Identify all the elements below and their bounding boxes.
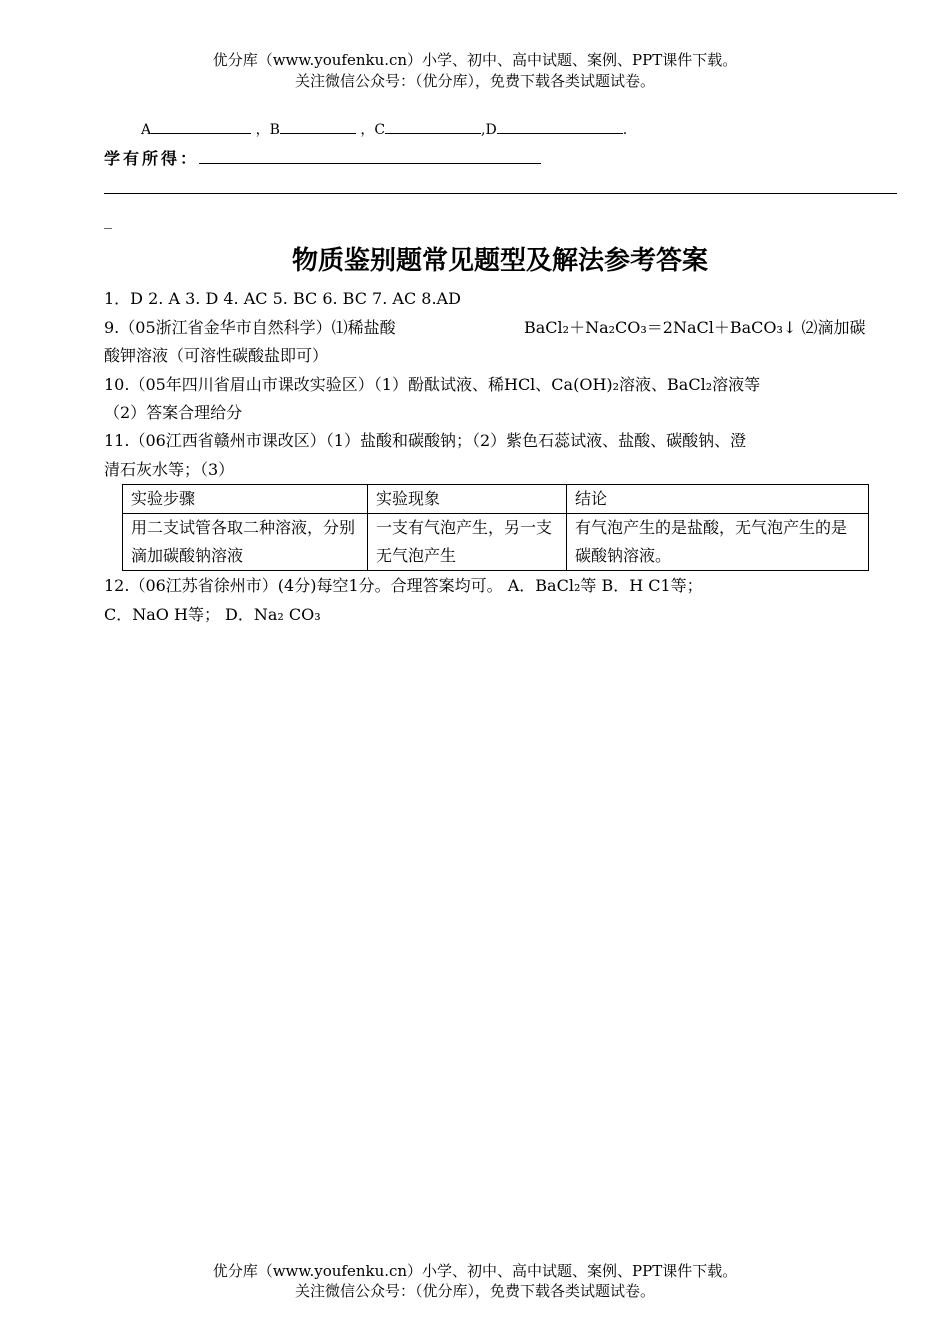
blank-line [141, 116, 898, 144]
dash: _ [104, 210, 112, 229]
gains-label: 学有所得： [104, 149, 200, 168]
blank-d-label: ,D [481, 122, 497, 138]
blank-b-label: ，B [255, 122, 280, 138]
blank-c-label: ，C [360, 122, 386, 138]
table-header: 实验现象 [368, 485, 567, 514]
table-cell: 有气泡产生的是盐酸，无气泡产生的是碳酸钠溶液。 [567, 514, 869, 571]
table-header: 实验步骤 [123, 485, 368, 514]
gains-line [104, 145, 898, 173]
blank-a-label: A [141, 122, 152, 138]
divider [104, 193, 897, 194]
blank-end: . [622, 122, 628, 138]
experiment-table [122, 484, 869, 571]
answer-12-line-1: 12.（06江苏省徐州市）(4分)每空1分。合理答案均可。 A．BaCl₂等 B．H C1等； [104, 576, 703, 595]
table-header: 结论 [567, 485, 869, 514]
answer-9-line-2: 酸钾溶液（可溶性碳酸盐即可） [104, 346, 329, 365]
page-title: 物质鉴别题常见题型及解法参考答案 [291, 246, 708, 276]
answer-11-line-1: 11.（06江西省赣州市课改区）（1）盐酸和碳酸钠；（2）紫色石蕊试液、盐酸、碳酸钠、澄 [104, 431, 747, 450]
footer-line-1: 优分库（www.youfenku.cn）小学、初中、高中试题、案例、PPT课件下载。 [212, 1262, 738, 1280]
answer-1-8: 1．D 2. A 3. D 4. AC 5. BC 6. BC 7. AC 8.AD [104, 289, 461, 308]
answer-12-line-2: C．NaO H等； D．Na₂ CO₃ [104, 605, 321, 624]
answer-10-line-2: （2）答案合理给分 [104, 403, 243, 422]
answer-11-line-2: 清石灰水等；（3） [104, 460, 235, 479]
header-line-2: 关注微信公众号：（优分库），免费下载各类试题试卷。 [294, 72, 655, 90]
table-header-row [123, 485, 869, 514]
answer-10-line-1: 10.（05年四川省眉山市课改实验区）（1）酚酞试液、稀HCl、Ca(OH)₂溶液、BaCl₂溶液等 [104, 375, 761, 394]
table-cell: 用二支试管各取二种溶液，分别滴加碳酸钠溶液 [123, 514, 368, 571]
answer-9-right: BaCl₂＋Na₂CO₃＝2NaCl＋BaCO₃↓ ⑵滴加碳 [524, 318, 866, 337]
answer-9-line-1 [104, 314, 898, 342]
answer-9-left: 9.（05浙江省金华市自然科学）⑴稀盐酸 [104, 318, 396, 337]
table-cell: 一支有气泡产生，另一支无气泡产生 [368, 514, 567, 571]
footer-line-2: 关注微信公众号：（优分库），免费下载各类试题试卷。 [294, 1282, 655, 1300]
header-line-1: 优分库（www.youfenku.cn）小学、初中、高中试题、案例、PPT课件下载。 [212, 51, 738, 69]
table-row [123, 514, 869, 571]
